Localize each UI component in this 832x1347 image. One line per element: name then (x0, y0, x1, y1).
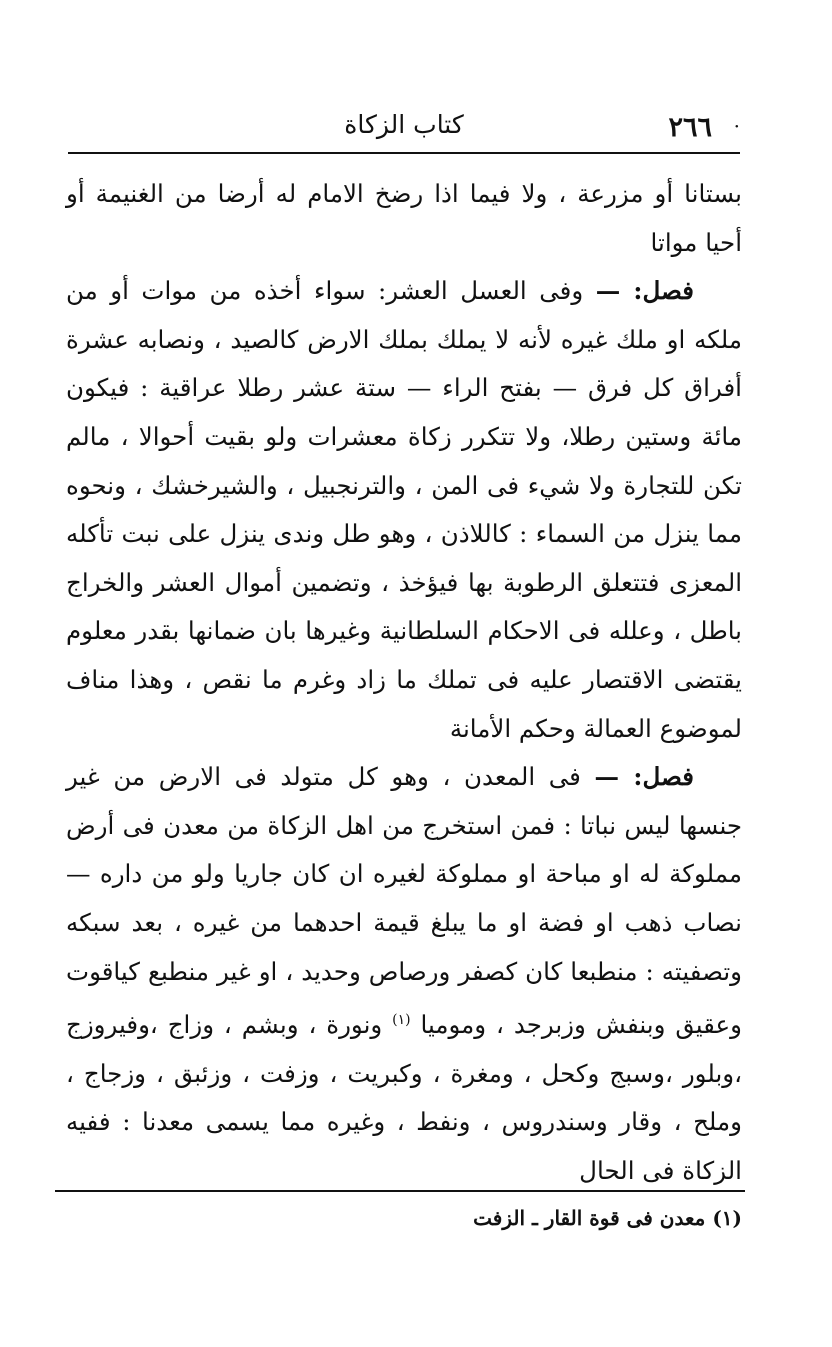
paragraph-2-text: وفى العسل العشر: سواء أخذه من موات أو من ملكه او ملك غيره لأنه لا يملك بملك الارض كالصيد ، ونصابه عشرة أفراق كل فرق — بفتح الراء — ستة عشر رطلا عراقية : فيكون مائة وستين رطلا، ولا تتكرر زكاة معشرات ولو بقيت أحوالا ، مالم تكن للتجارة ولا شيء فى المن ، والترنجبيل ، والشيرخشك ، ونحوه مما ينزل من السماء : كاللاذن ، وهو طل وندى ينزل على نبت تأكله المعزى فتتعلق الرطوبة بها فيؤخذ ، وتضمين أموال العشر والخراج باطل ، وعلله فى الاحكام السلطانية وغيرها بان ضمانها بقدر معلوم يقتضى الاقتصار عليه فى تملك ما زاد وغرم ما نقص ، وهذا مناف لموضوع العمالة وحكم الأمانة (66, 276, 742, 743)
page-header (68, 104, 740, 150)
paragraph-3-text-a: فى المعدن ، وهو كل متولد فى الارض من غير جنسها ليس نباتا : فمن استخرج من اهل الزكاة من معدن فى أرض مملوكة له او مباحة او مملوكة لغيره ان كان جاريا ولو من داره — نصاب ذهب او فضة او ما يبلغ قيمة احدهما من غيره ، بعد سبكه وتصفيته : منطبعا كان كصفر ورصاص وحديد ، او غير منطبع كياقوت وعقيق وبنفش وزبرجد ، وموميا (66, 762, 743, 1040)
footnote: (١) معدن فى قوة القار ـ الزفت (473, 1206, 742, 1230)
paragraph-1 (66, 170, 742, 267)
footnote-divider (55, 1190, 745, 1192)
paragraph-3 (66, 753, 742, 1196)
paragraph-1-text: بستانا أو مزرعة ، ولا فيما اذا رضخ الامام له أرضا من الغنيمة أو أحيا مواتا (66, 179, 742, 257)
section-label: فصل: — (595, 276, 694, 306)
main-text (66, 170, 742, 1196)
footnote-marker: (١) (392, 1012, 411, 1029)
running-title: كتاب الزكاة (344, 110, 464, 139)
page-number-dot: · (733, 114, 740, 138)
paragraph-3-text-b: ونورة ، وبشم ، وزاج ،وفيروزج ،وبلور ،وسبج وكحل ، ومغرة ، وكبريت ، وزفت ، وزئبق ، وزجاج ، وملح ، وقار وسندروس ، ونفط ، وغيره مما يسمى معدنا : ففيه الزكاة فى الحال (66, 1010, 742, 1186)
paragraph-2 (66, 267, 742, 753)
page-number: ٢٦٦ (668, 112, 712, 143)
section-label: فصل: — (594, 762, 694, 792)
header-divider (68, 152, 740, 154)
